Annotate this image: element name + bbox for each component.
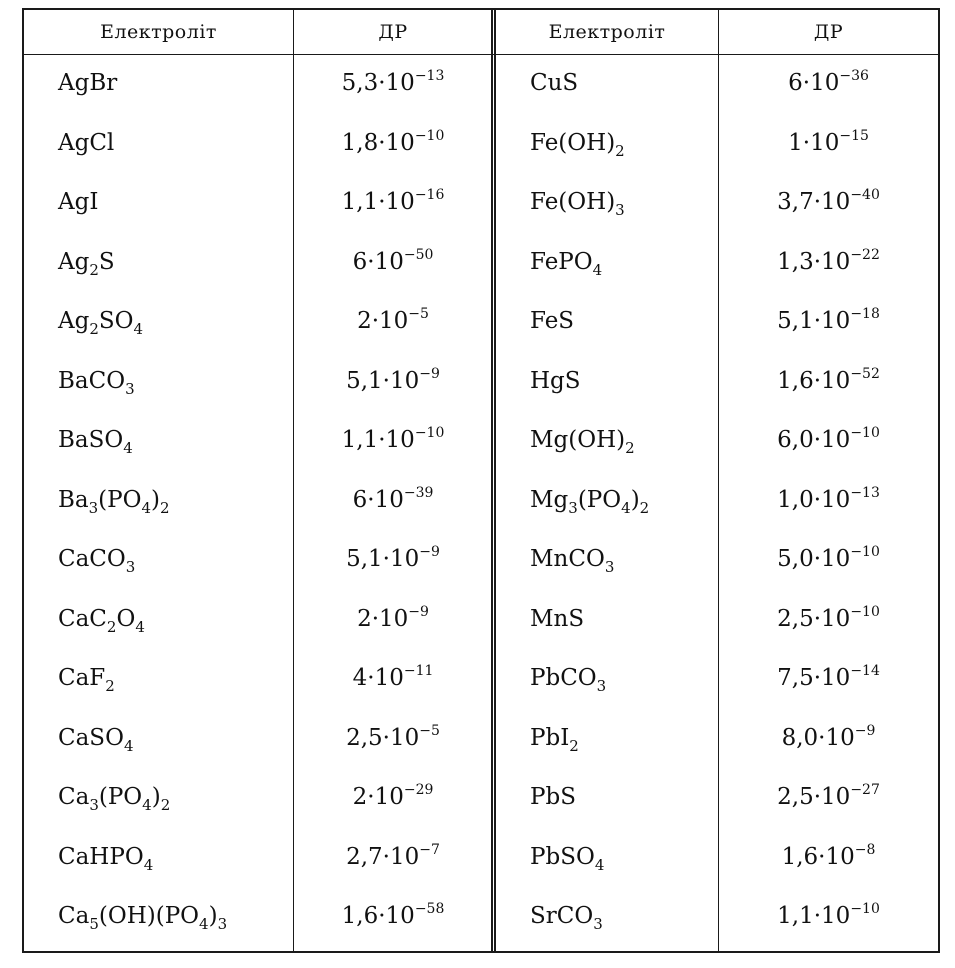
ksp-mantissa: 5,1: [346, 546, 383, 572]
electrolyte-formula: [58, 903, 228, 933]
ksp-value: [719, 603, 938, 632]
ksp-base: 10: [825, 724, 855, 751]
ksp-value: [294, 603, 492, 632]
header-ksp-left: ДР: [378, 21, 408, 43]
ksp-exponent: −10: [850, 603, 880, 620]
ksp-exponent: −9: [408, 603, 429, 620]
formula-subscript: 4: [621, 498, 631, 517]
ksp-exponent: −13: [414, 68, 445, 84]
formula-subscript: 4: [142, 796, 152, 814]
ksp-base: 10: [374, 665, 404, 691]
ksp-exponent: −8: [854, 841, 876, 858]
ksp-mantissa: 1,1: [777, 903, 814, 929]
formula-text: Fe(OH): [530, 129, 616, 156]
ksp-exponent: −5: [408, 306, 429, 322]
table-row: [496, 592, 938, 652]
formula-text: CaHPO: [58, 843, 144, 870]
table-row: [496, 770, 938, 830]
electrolyte-formula: [530, 486, 650, 517]
formula-subscript: 2: [639, 498, 650, 517]
ksp-base: 10: [821, 189, 851, 215]
table-row: [24, 592, 492, 652]
electrolyte-formula: [530, 70, 578, 96]
ksp-value: [719, 903, 938, 929]
table-row: [24, 830, 492, 890]
table-row: [496, 116, 938, 176]
formula-text: Ca: [58, 903, 90, 929]
formula-subscript: 3: [593, 915, 603, 933]
ksp-value: [294, 365, 492, 394]
ksp-base: 10: [389, 724, 420, 751]
ksp-mantissa: 6: [788, 70, 803, 96]
ksp-exponent: −10: [414, 425, 445, 441]
formula-subscript: 2: [160, 498, 170, 517]
ksp-mantissa: 2: [357, 308, 372, 334]
ksp-mantissa: 2: [352, 784, 368, 810]
formula-subscript: 4: [123, 736, 134, 755]
formula-text: PbCO: [530, 665, 597, 691]
table-row: [24, 235, 492, 295]
formula-subscript: 3: [604, 558, 615, 576]
multiply-sign: ·: [371, 605, 380, 632]
ksp-mantissa: 1,6: [341, 903, 379, 929]
multiply-sign: ·: [382, 724, 390, 751]
formula-text: Ba: [58, 486, 89, 513]
ksp-exponent: −50: [403, 246, 434, 263]
formula-text: MnS: [530, 605, 585, 632]
electrolyte-formula: [58, 605, 145, 636]
formula-subscript: 3: [89, 796, 99, 814]
multiply-sign: ·: [367, 665, 375, 691]
formula-text: PbI: [530, 724, 570, 751]
multiply-sign: ·: [378, 903, 386, 929]
ksp-value: [719, 246, 938, 275]
ksp-base: 10: [389, 546, 420, 572]
multiply-sign: ·: [378, 189, 386, 215]
table-row: [24, 770, 492, 830]
ksp-mantissa: 5,3: [341, 70, 379, 96]
multiply-sign: ·: [371, 308, 380, 334]
ksp-mantissa: 2,5: [346, 724, 383, 751]
ksp-mantissa: 4: [352, 665, 368, 691]
ksp-exponent: −15: [839, 127, 869, 144]
ksp-value: [294, 546, 492, 572]
ksp-value: [294, 784, 492, 810]
electrolyte-formula: [530, 784, 576, 810]
ksp-mantissa: 6,0: [777, 427, 814, 453]
ksp-exponent: −22: [850, 246, 880, 263]
ksp-value: [719, 308, 938, 334]
ksp-base: 10: [385, 427, 415, 453]
ksp-mantissa: 5,1: [346, 367, 383, 394]
ksp-exponent: −7: [419, 841, 440, 858]
ksp-base: 10: [825, 843, 855, 870]
formula-text: PbS: [530, 784, 576, 810]
multiply-sign: ·: [813, 248, 822, 275]
multiply-sign: ·: [813, 784, 822, 810]
formula-subscript: 2: [89, 320, 99, 338]
multiply-sign: ·: [802, 70, 811, 96]
formula-subscript: 4: [143, 855, 154, 874]
electrolyte-formula: [530, 724, 579, 755]
ksp-value: [719, 841, 938, 870]
ksp-base: 10: [821, 367, 851, 394]
multiply-sign: ·: [813, 605, 822, 632]
ksp-exponent: −14: [850, 663, 880, 679]
electrolyte-formula: [58, 308, 144, 338]
table-row: [24, 56, 492, 116]
formula-text: FeS: [530, 308, 575, 334]
formula-subscript: 3: [88, 498, 99, 517]
formula-text: AgCl: [58, 129, 115, 156]
formula-text: Fe(OH): [530, 189, 616, 215]
formula-text: ): [151, 486, 161, 513]
ksp-base: 10: [379, 605, 409, 632]
ksp-exponent: −11: [403, 663, 434, 679]
formula-text: AgI: [58, 189, 99, 215]
ksp-mantissa: 2,5: [777, 605, 814, 632]
table-row: [24, 294, 492, 354]
ksp-value: [294, 665, 492, 691]
ksp-mantissa: 1,1: [341, 427, 379, 453]
ksp-exponent: −18: [850, 306, 880, 322]
formula-subscript: 4: [123, 439, 133, 457]
formula-text: PbSO: [530, 843, 595, 870]
header-ksp-right: ДР: [813, 21, 844, 43]
table-row: [496, 175, 938, 235]
ksp-mantissa: 1,6: [777, 367, 814, 394]
electrolyte-formula: [58, 70, 117, 96]
ksp-base: 10: [821, 784, 851, 810]
formula-subscript: 2: [569, 736, 579, 755]
ksp-exponent: −13: [850, 484, 880, 501]
formula-text: (OH)(PO: [98, 903, 200, 929]
ksp-exponent: −58: [414, 901, 445, 917]
ksp-value: [294, 903, 492, 929]
ksp-exponent: −52: [850, 365, 880, 382]
ksp-exponent: −9: [419, 544, 440, 560]
table-row: [496, 413, 938, 473]
formula-subscript: 4: [592, 260, 603, 279]
multiply-sign: ·: [813, 903, 822, 929]
formula-subscript: 2: [106, 617, 117, 636]
table-row: [24, 354, 492, 414]
ksp-mantissa: 6: [352, 486, 368, 513]
header-electrolyte-left: Електроліт: [100, 21, 217, 43]
header-electrolyte-right: Електроліт: [548, 21, 666, 43]
formula-text: (PO: [98, 784, 143, 810]
right-rows: [496, 56, 938, 949]
ksp-base: 10: [810, 70, 840, 96]
electrolyte-formula: [58, 784, 171, 814]
ksp-base: 10: [374, 486, 404, 513]
formula-text: FePO: [530, 248, 593, 275]
ksp-value: [719, 546, 938, 572]
formula-text: AgBr: [58, 70, 118, 96]
ksp-value: [719, 365, 938, 394]
formula-subscript: 4: [135, 617, 145, 636]
table-row: [24, 711, 492, 771]
electrolyte-formula: [58, 843, 154, 874]
multiply-sign: ·: [813, 486, 822, 513]
formula-text: (PO: [577, 486, 622, 513]
multiply-sign: ·: [813, 189, 822, 215]
electrolyte-formula: [530, 546, 615, 576]
ksp-exponent: −40: [850, 187, 880, 203]
electrolyte-formula: [58, 724, 134, 755]
formula-text: MnCO: [530, 546, 605, 572]
electrolyte-formula: [530, 129, 625, 160]
ksp-value: [294, 308, 492, 334]
ksp-exponent: −36: [839, 68, 869, 84]
ksp-base: 10: [385, 129, 415, 156]
multiply-sign: ·: [802, 129, 811, 156]
table-row: [496, 830, 938, 890]
formula-text: ): [630, 486, 640, 513]
ksp-mantissa: 1,1: [341, 189, 379, 215]
ksp-value: [294, 246, 492, 275]
ksp-value: [719, 70, 938, 96]
ksp-base: 10: [821, 903, 851, 929]
ksp-mantissa: 1,0: [777, 486, 814, 513]
electrolyte-formula: [58, 189, 98, 215]
formula-text: BaSO: [58, 427, 124, 453]
ksp-exponent: −27: [850, 782, 880, 798]
electrolyte-formula: [58, 665, 115, 695]
ksp-exponent: −29: [403, 782, 434, 798]
ksp-value: [719, 189, 938, 215]
multiply-sign: ·: [813, 546, 822, 572]
ksp-base: 10: [389, 367, 420, 394]
ksp-mantissa: 5,1: [777, 308, 814, 334]
multiply-sign: ·: [378, 427, 386, 453]
multiply-sign: ·: [818, 724, 826, 751]
electrolyte-formula: [530, 843, 605, 874]
ksp-mantissa: 2,5: [777, 784, 814, 810]
formula-text: CaC: [58, 605, 107, 632]
ksp-value: [719, 127, 938, 156]
ksp-mantissa: 1: [788, 129, 803, 156]
ksp-base: 10: [821, 427, 851, 453]
ksp-mantissa: 1,3: [777, 248, 814, 275]
ksp-mantissa: 1,6: [781, 843, 819, 870]
ksp-value: [719, 784, 938, 810]
ksp-mantissa: 6: [352, 248, 368, 275]
ksp-exponent: −9: [419, 365, 440, 382]
ksp-exponent: −9: [854, 722, 876, 739]
formula-subscript: 2: [105, 677, 115, 695]
ksp-base: 10: [385, 70, 415, 96]
formula-text: Ag: [58, 308, 90, 334]
ksp-mantissa: 3,7: [777, 189, 814, 215]
table-row: [24, 889, 492, 949]
multiply-sign: ·: [378, 70, 386, 96]
table-row: [24, 532, 492, 592]
formula-subscript: 4: [133, 320, 144, 338]
ksp-base: 10: [821, 546, 851, 572]
electrolyte-formula: [58, 427, 133, 457]
formula-subscript: 2: [160, 796, 171, 814]
formula-text: (PO: [98, 486, 142, 513]
ksp-value: [719, 665, 938, 691]
formula-text: Mg(OH): [530, 427, 626, 453]
multiply-sign: ·: [367, 784, 375, 810]
ksp-value: [294, 722, 492, 751]
table-row: [24, 116, 492, 176]
electrolyte-formula: [530, 427, 635, 457]
multiply-sign: ·: [382, 367, 390, 394]
formula-text: SrCO: [530, 903, 594, 929]
formula-text: S: [98, 248, 115, 275]
table-row: [496, 651, 938, 711]
electrolyte-formula: [530, 308, 574, 334]
formula-text: O: [116, 605, 136, 632]
electrolyte-formula: [530, 248, 603, 279]
multiply-sign: ·: [813, 665, 822, 691]
formula-text: CuS: [530, 70, 579, 96]
left-rows: [24, 56, 492, 949]
ksp-exponent: −10: [850, 425, 880, 441]
ksp-value: [719, 484, 938, 513]
multiply-sign: ·: [813, 308, 822, 334]
formula-subscript: 3: [217, 915, 228, 933]
formula-subscript: 4: [594, 855, 605, 874]
table-row: [496, 473, 938, 533]
table-row: [496, 294, 938, 354]
multiply-sign: ·: [378, 129, 386, 156]
table-row: [24, 413, 492, 473]
ksp-base: 10: [374, 248, 404, 275]
table-row: [24, 651, 492, 711]
formula-text: HgS: [530, 367, 581, 394]
ksp-base: 10: [810, 129, 840, 156]
formula-text: ): [208, 903, 218, 929]
formula-subscript: 3: [615, 201, 625, 219]
ksp-base: 10: [379, 308, 409, 334]
formula-text: Ca: [58, 784, 90, 810]
formula-text: Mg: [530, 486, 569, 513]
ksp-exponent: −10: [850, 544, 880, 560]
electrolyte-formula: [58, 248, 115, 279]
formula-subscript: 4: [199, 915, 209, 933]
ksp-value: [294, 427, 492, 453]
table-row: [24, 473, 492, 533]
ksp-base: 10: [821, 308, 851, 334]
ksp-value: [294, 127, 492, 156]
multiply-sign: ·: [813, 427, 822, 453]
electrolyte-formula: [530, 606, 584, 632]
electrolyte-formula: [530, 903, 603, 933]
ksp-value: [294, 841, 492, 870]
ksp-base: 10: [389, 843, 420, 870]
electrolyte-formula: [530, 189, 625, 219]
ksp-mantissa: 2,7: [346, 843, 383, 870]
formula-subscript: 2: [625, 439, 635, 457]
table-row: [496, 56, 938, 116]
ksp-mantissa: 1,8: [341, 129, 379, 156]
ksp-value: [294, 484, 492, 513]
multiply-sign: ·: [813, 367, 822, 394]
formula-subscript: 3: [125, 379, 135, 398]
formula-text: ): [151, 784, 161, 810]
formula-text: CaF: [58, 665, 106, 691]
formula-subscript: 3: [596, 677, 607, 695]
formula-subscript: 3: [568, 498, 578, 517]
ksp-exponent: −10: [850, 901, 880, 917]
electrolyte-formula: [58, 546, 136, 576]
ksp-value: [719, 427, 938, 453]
table-row: [496, 532, 938, 592]
ksp-exponent: −16: [414, 187, 445, 203]
formula-subscript: 4: [141, 498, 152, 517]
ksp-value: [294, 189, 492, 215]
ksp-mantissa: 7,5: [777, 665, 814, 691]
right-half-table: [496, 10, 938, 951]
ksp-base: 10: [374, 784, 404, 810]
left-half-table: [24, 10, 492, 951]
ksp-mantissa: 2: [357, 605, 372, 632]
formula-text: SO: [98, 308, 134, 334]
ksp-base: 10: [821, 248, 851, 275]
multiply-sign: ·: [367, 486, 375, 513]
electrolyte-formula: [58, 367, 135, 398]
formula-subscript: 2: [615, 141, 625, 160]
formula-text: Ag: [58, 248, 90, 275]
table-row: [24, 175, 492, 235]
ksp-value: [294, 70, 492, 96]
solubility-product-table: [22, 8, 940, 953]
multiply-sign: ·: [382, 843, 390, 870]
formula-subscript: 5: [89, 915, 99, 933]
formula-text: CaCO: [58, 546, 126, 572]
ksp-base: 10: [385, 903, 415, 929]
table-row: [496, 711, 938, 771]
ksp-base: 10: [821, 665, 851, 691]
ksp-base: 10: [385, 189, 415, 215]
table-row: [496, 354, 938, 414]
ksp-value: [719, 722, 938, 751]
electrolyte-formula: [530, 368, 581, 394]
ksp-exponent: −5: [419, 722, 440, 739]
table-row: [496, 889, 938, 949]
multiply-sign: ·: [818, 843, 826, 870]
formula-subscript: 2: [89, 260, 99, 279]
ksp-exponent: −39: [403, 484, 434, 501]
formula-subscript: 3: [125, 558, 136, 576]
electrolyte-formula: [58, 130, 114, 156]
ksp-mantissa: 5,0: [777, 546, 814, 572]
ksp-base: 10: [821, 605, 851, 632]
ksp-base: 10: [821, 486, 851, 513]
ksp-exponent: −10: [414, 127, 445, 144]
multiply-sign: ·: [367, 248, 375, 275]
electrolyte-formula: [58, 486, 170, 517]
formula-text: BaCO: [58, 367, 126, 394]
ksp-mantissa: 8,0: [781, 724, 819, 751]
multiply-sign: ·: [382, 546, 390, 572]
formula-text: CaSO: [58, 724, 124, 751]
table-row: [496, 235, 938, 295]
electrolyte-formula: [530, 665, 607, 695]
